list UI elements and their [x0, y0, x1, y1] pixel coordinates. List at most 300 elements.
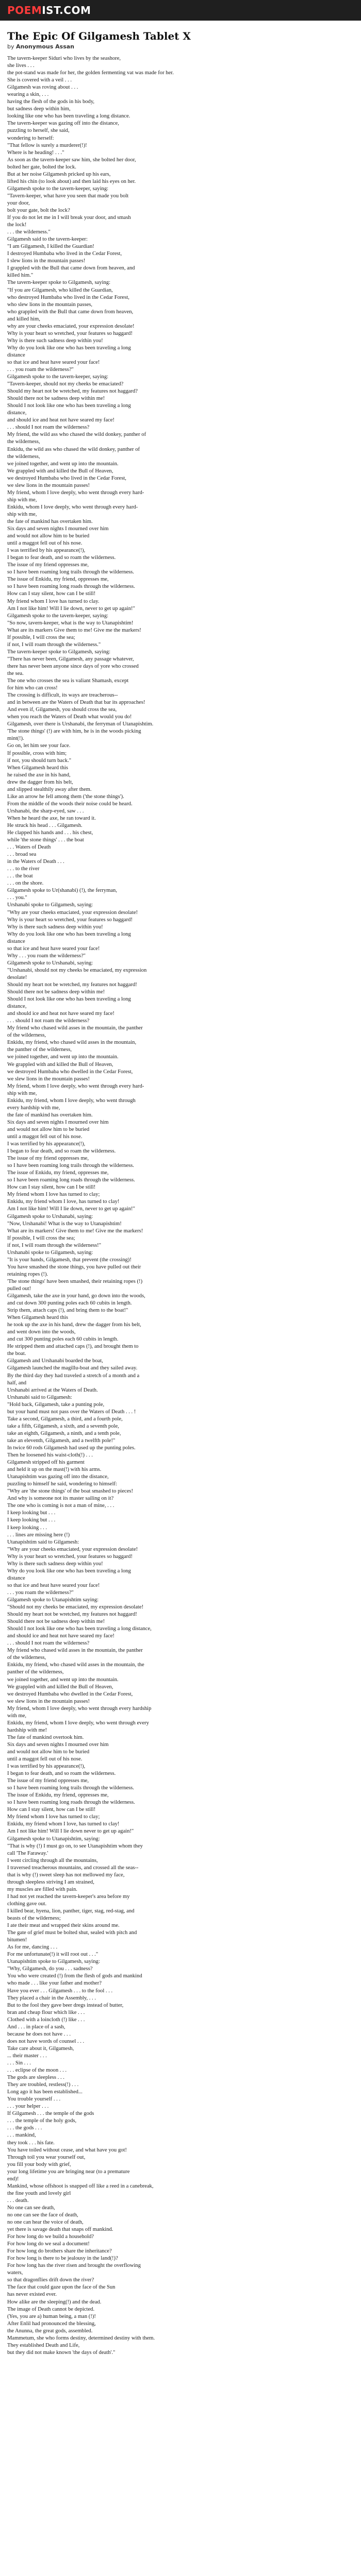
- poem-line: When he heard the axe, he ran toward it.: [7, 815, 96, 821]
- poem-line: Gilgamesh spoke to Ur(shanabi) (!), the ferryman,: [7, 888, 117, 894]
- poem-line: I destroyed Humbaba who lived in the Cedar Forest,: [7, 251, 122, 257]
- poem-line: How can I stay silent, how can I be still!: [7, 591, 96, 597]
- poem-line: He struck his head . . . Gilgamesh.: [7, 822, 83, 828]
- poem-line: no one can see the face of death,: [7, 2212, 78, 2218]
- poem-line: distance: [7, 938, 25, 944]
- poem-line: and should ice and heat not have seared my face!: [7, 417, 114, 423]
- poem-line: My friend whom I love has turned to clay.: [7, 598, 100, 604]
- poem-line: Should there not be sadness deep within me!: [7, 396, 105, 402]
- poem-line: that is why (!) sweet sleep has not mellowed my face,: [7, 1872, 125, 1878]
- poem-line: Enkidu, my friend, whom I love deeply, who went through every: [7, 1720, 149, 1726]
- poem-line: no one can hear the voice of death,: [7, 2219, 84, 2226]
- poem-line: distance,: [7, 410, 27, 416]
- poem-line: I slew lions in the mountain passes!: [7, 258, 86, 264]
- poem-line: . . . mankind,: [7, 2132, 36, 2139]
- poem-line: looking like one who has been traveling a long distance.: [7, 113, 130, 120]
- poem-line: Like an arrow he fell among them ('the stone things').: [7, 793, 124, 800]
- poem-line: if not, I will roam through the wilderness.": [7, 641, 101, 648]
- poem-line: I was terrified by his appearance(!),: [7, 548, 86, 554]
- poem-line: . . . the gods . . .: [7, 2125, 42, 2131]
- poem-line: Strip them, attach caps (!), and bring them to the boat!": [7, 1308, 128, 1314]
- poem-line: I keep looking but . . .: [7, 1510, 56, 1516]
- poem-line: The fate of mankind overtook him.: [7, 1734, 84, 1740]
- poem-line: who made . . . like your father and mother?: [7, 1980, 102, 1987]
- poem-line: Why do you look like one who has been traveling a long: [7, 1568, 131, 1574]
- poem-line: wearing a skin, . . .: [7, 92, 49, 98]
- poem-line: Take a second, Gilgamesh, a third, and a fourth pole,: [7, 1416, 123, 1422]
- poem-line: "Tavern-keeper, should not my cheeks be emaciated?: [7, 381, 124, 387]
- poem-line: we slew lions in the mountain passes!: [7, 1698, 90, 1704]
- poem-line: And even if, Gilgamesh, you should cross the sea,: [7, 707, 117, 713]
- poem-line: Go on, let him see your face.: [7, 743, 71, 749]
- poem-line: You who were created (!) from the flesh of gods and mankind: [7, 1973, 142, 1979]
- poem-line: if not, you should turn back.": [7, 757, 72, 764]
- poem-line: The one who crosses the sea is valiant Shamash, except: [7, 678, 129, 684]
- poem-line: . . . the boat: [7, 873, 33, 879]
- poem-line: After Enlil had pronounced the blessing,: [7, 2320, 96, 2327]
- poem-line: Gilgamesh, over there is Urshanabi, the ferryman of Utanapishtim.: [7, 721, 154, 727]
- poem-line: through sleepless striving I am strained,: [7, 1879, 94, 1885]
- poem-line: until a maggot fell out of his nose.: [7, 1133, 83, 1140]
- poem-line: he took up the axe in his hand, drew the dagger from his belt,: [7, 1322, 141, 1328]
- poem-line: and went down into the woods,: [7, 1329, 76, 1335]
- poem-line: He stripped them and attached caps (!), and brought them to: [7, 1344, 139, 1350]
- poem-line: The issue of my friend oppresses me,: [7, 562, 89, 568]
- poem-line: "That fellow is surely a murderer(!)!: [7, 142, 87, 148]
- poem-line: The tavern-keeper spoke to Gilgamesh, saying:: [7, 649, 111, 655]
- poem-line: we destroyed Humbaba who lived in the Cedar Forest,: [7, 475, 126, 481]
- poem-line: the wilderness,: [7, 439, 40, 445]
- poem-line: The image of Death cannot be depicted.: [7, 2306, 95, 2312]
- poem-line: my muscles are filled with pain.: [7, 1886, 77, 1892]
- poem-line: Gilgamesh spoke to the tavern-keeper, saying:: [7, 374, 109, 380]
- poem-line: the sea.: [7, 670, 24, 676]
- poem-line: The tavern-keeper Siduri who lives by the seashore,: [7, 56, 121, 61]
- poem-line: waters,: [7, 2270, 23, 2276]
- poem-byline: [7, 43, 354, 50]
- poem-line: hardship with me!: [7, 1727, 47, 1733]
- poem-line: Am I not like him! Will I lie down, never to get up again!": [7, 605, 135, 612]
- poem-line: wondering to herself:: [7, 135, 54, 141]
- poem-line: until a maggot fell out of his nose.: [7, 1756, 83, 1762]
- poem-line: ship with me,: [7, 511, 37, 517]
- poem-line: Then he loosened his waist-cloth(!) . . .: [7, 1452, 93, 1459]
- poem-line: He clapped his hands and . . . his chest,: [7, 830, 93, 836]
- poem-line: If possible, I will cross the sea;: [7, 1235, 75, 1241]
- poem-line: yet there is savage death that snaps off mankind.: [7, 2227, 113, 2233]
- poem-line: and cut down 300 punting poles each 60 cubits in length.: [7, 1300, 132, 1307]
- poem-line: 'The stone things' have been smashed, their retaining ropes (!): [7, 1278, 143, 1284]
- poem-line: What are its markers Give them to me! Give me the markers!: [7, 627, 141, 633]
- poem-line: because he does not have . . .: [7, 2031, 71, 2037]
- poem-line: distance: [7, 1575, 25, 1581]
- poem-line: The issue of my friend oppresses me,: [7, 1778, 89, 1784]
- poem-line: we slew lions in the mountain passes!: [7, 1076, 90, 1082]
- poem-line: They are troubled, restless(!) . . .: [7, 2082, 79, 2088]
- poem-line: My friend who chased wild asses in the mountain, the panther: [7, 1025, 143, 1031]
- poem-line: so I have been roaming long trails through the wilderness.: [7, 1163, 134, 1169]
- poem-line: For me unfortunate(!) it will root out . . .": [7, 1952, 99, 1958]
- poem-line: Clothed with a loincloth (!) like . . .: [7, 2016, 85, 2023]
- poem-line: "Should not my cheeks be emaciated, my expression desolate!: [7, 1604, 144, 1611]
- poem-line: Gilgamesh spoke to Utanapishtim saying:: [7, 1597, 99, 1603]
- poem-line: Gilgamesh stripped off his garment: [7, 1460, 85, 1466]
- poem-line: I was terrified by his appearance(!),: [7, 1764, 86, 1770]
- poem-line: The one who is coming is not a man of mine, . . .: [7, 1503, 114, 1509]
- poem-line: From the middle of the woods their noise could be heard.: [7, 801, 133, 807]
- poem-line: I keep looking but . . .: [7, 1517, 56, 1523]
- poem-line: Gilgamesh spoke to the tavern-keeper, saying:: [7, 613, 109, 619]
- logo-rest: IST.COM: [42, 4, 91, 16]
- poem-line: Mammetum, she who forms destiny, determined destiny with them.: [7, 2335, 155, 2341]
- poem-line: When Gilgamesh heard this: [7, 765, 68, 771]
- poem-line: Gilgamesh and Urshanabi boarded the boat,: [7, 1358, 103, 1364]
- poem-line: we destroyed Humbaba who dwelled in the Cedar Forest,: [7, 1069, 133, 1075]
- poem-line: pulled out!: [7, 1285, 31, 1292]
- poem-line: I began to fear death, and so roam the wilderness.: [7, 1148, 116, 1155]
- poem-line: take a fifth, Gilgamesh, a sixth, and a seventh pole,: [7, 1423, 119, 1429]
- poem-line: Utanapishtim said to Gilgamesh:: [7, 1539, 79, 1545]
- poem-line: mint(!).: [7, 736, 24, 742]
- poem-line: Enkidu, my friend, whom I love deeply, who went through: [7, 1097, 136, 1104]
- poem-line: The gate of grief must be bolted shut, sealed with pitch and: [7, 1930, 137, 1936]
- poem-line: We grappled with and killed the Bull of Heaven,: [7, 1061, 113, 1067]
- poem-line: Gilgamesh spoke to the tavern-keeper, saying:: [7, 185, 109, 192]
- poem-line: Long ago it has been established...: [7, 2089, 83, 2095]
- poem-line: but they did not make known 'the days of death'.": [7, 2349, 116, 2355]
- poem-line: so that ice and heat have seared your face!: [7, 1582, 100, 1588]
- poem-line: take an eleventh, Gilgamesh, and a twelfth pole!": [7, 1437, 116, 1444]
- poem-line: Urshanabi arrived at the Waters of Death.: [7, 1387, 98, 1393]
- poem-line: and should ice and heat not have seared my face!: [7, 1633, 114, 1639]
- poem-line: and would not allow him to be buried: [7, 1749, 90, 1755]
- poem-line: My friend who chased wild asses in the mountain, the panther: [7, 1648, 143, 1654]
- poem-line: We grappled with and killed the Bull of Heaven,: [7, 468, 113, 474]
- poem-line: In twice 60 rods Gilgamesh had used up the punting poles.: [7, 1445, 136, 1451]
- poem-line: The issue of Enkidu, my friend, oppresses me,: [7, 1170, 109, 1176]
- poem-line: the Anunna, the great gods, assembled.: [7, 2328, 93, 2334]
- poem-line: Six days and seven nights I mourned over him: [7, 1741, 109, 1748]
- poem-line: Gilgamesh was roving about . . .: [7, 84, 78, 91]
- poem-line: with me,: [7, 1713, 27, 1719]
- poem-line: "Now, Urshanabi! What is the way to Utanapishtim!: [7, 1221, 122, 1227]
- poem-line: We grappled with and killed the Bull of Heaven,: [7, 1684, 113, 1690]
- poem-line: I traversed treacherous mountains, and crossed all the seas--: [7, 1865, 139, 1871]
- poem-line: By the third day they had traveled a stretch of a month and a: [7, 1372, 140, 1379]
- poem-line: so that dragonflies drift down the river?: [7, 2277, 94, 2283]
- logo-accent: POEM: [7, 4, 42, 16]
- poem-line: so I have been roaming long roads through the wilderness.: [7, 584, 135, 590]
- poem-line: "Hold back, Gilgamesh, take a punting pole,: [7, 1401, 105, 1408]
- poem-line: and would not allow him to be buried: [7, 1126, 90, 1132]
- poem-line: and should ice and heat not have seared my face!: [7, 1011, 114, 1017]
- poem-line: As for me, dancing . . .: [7, 1944, 58, 1951]
- poem-line: But to the fool they gave beer dregs instead of butter,: [7, 2002, 124, 2008]
- poem-line: clothing gave out.: [7, 1901, 47, 1907]
- poem-line: Gilgamesh, take the axe in your hand, go down into the woods,: [7, 1293, 145, 1299]
- poem-line: call 'The Faraway.': [7, 1850, 48, 1856]
- poem-line: They established Death and Life,: [7, 2342, 80, 2348]
- poem-line: Why is your heart so wretched, your features so haggard!: [7, 917, 133, 923]
- poem-line: If you do not let me in I will break your door, and smash: [7, 215, 131, 221]
- poem-line: does not have words of counsel . . .: [7, 2038, 85, 2044]
- poem-line: the fine youth and lovely girl: [7, 2190, 71, 2196]
- poem-line: Why is there such sadness deep within you!: [7, 337, 103, 344]
- poem-line: while 'the stone things' . . . the boat: [7, 837, 84, 843]
- poem-line: My friend, the wild ass who chased the wild donkey, panther of: [7, 432, 146, 438]
- poem-line: I grappled with the Bull that came down from heaven, and: [7, 265, 135, 272]
- poem-line: Why is your heart so wretched, your features so haggard!: [7, 330, 133, 336]
- poem-line: Why . . . you roam the wilderness?": [7, 953, 86, 959]
- poem-line: The tavern-keeper was gazing off into the distance,: [7, 121, 119, 127]
- poem-line: Gilgamesh spoke to Utanapishtim, saying:: [7, 1836, 100, 1842]
- poem-line: of the wilderness,: [7, 1032, 46, 1039]
- poem-body: [7, 55, 354, 2357]
- poem-line: for him who can cross!: [7, 685, 58, 691]
- poem-line: Enkidu, my friend whom I love, has turned to clay!: [7, 1199, 120, 1205]
- byline-prefix: by: [7, 43, 14, 50]
- poem-line: if not, I will roam through the wilderness!": [7, 1242, 102, 1248]
- poem-line: the panther of the wilderness,: [7, 1047, 72, 1053]
- poem-line: the pot-stand was made for her, the golden fermenting vat was made for her.: [7, 70, 174, 76]
- poem-line: end)!: [7, 2176, 19, 2182]
- poem-line: I keep looking . . .: [7, 1524, 47, 1531]
- site-header: [0, 0, 361, 21]
- poem-line: If possible, I will cross the sea;: [7, 634, 75, 640]
- poem-line: Have you ever . . . Gilgamesh . . . to the fool . . .: [7, 1988, 113, 1994]
- poem-line: so I have been roaming long trails through the wilderness.: [7, 1785, 134, 1791]
- poem-line: You have toiled without cease, and what have you got!: [7, 2147, 127, 2153]
- poem-line: Six days and seven nights I mourned over him: [7, 1119, 109, 1125]
- poem-line: Why is your heart so wretched, your features so haggard!: [7, 1553, 133, 1560]
- poem-line: Enkidu, whom I love deeply, who went through every hard-: [7, 504, 138, 510]
- poem-line: . . . your helper . . .: [7, 2104, 49, 2110]
- poem-line: lifted his chin (to look about) and then laid his eyes on her.: [7, 178, 136, 184]
- poem-line: we joined together, and went up into the mountain.: [7, 461, 119, 467]
- poem-line: so I have been roaming long roads through the wilderness.: [7, 1800, 135, 1806]
- poem-line: The tavern-keeper spoke to Gilgamesh, saying:: [7, 280, 111, 286]
- poem-line: Am I not like him! Will I lie down never to get up again!": [7, 1828, 134, 1835]
- poem-line: . . . to the river: [7, 866, 40, 872]
- poem-line: bran and cheap flour which like . . .: [7, 2009, 85, 2015]
- poem-line: Gilgamesh spoke to Urshanabi, saying:: [7, 1213, 93, 1219]
- poem-line: (Yes, you are a) human being, a man (!)!: [7, 2313, 96, 2319]
- poem-line: Enkidu, my friend whom I love, has turned to clay!: [7, 1821, 120, 1827]
- poem-line: Gilgamesh spoke to Urshanabi, saying:: [7, 960, 93, 966]
- poem-line: so that ice and heat have seared your face!: [7, 945, 100, 952]
- poem-line: Mankind, whose offshoot is snapped off like a reed in a canebreak,: [7, 2183, 154, 2189]
- poem-line: the fate of mankind has overtaken him.: [7, 519, 93, 524]
- poem-line: and held it up on the mast(!) with his arms.: [7, 1467, 102, 1473]
- poem-line: For how long has the river risen and brought the overflowing: [7, 2263, 141, 2269]
- poem-line: . . . Sin . . .: [7, 2060, 31, 2066]
- poem-line: take an eighth, Gilgamesh, a ninth, and a tenth pole,: [7, 1430, 121, 1436]
- poem-line: puzzling to herself, she said,: [7, 128, 70, 134]
- poem-line: and cut 300 punting poles each 60 cubits in length.: [7, 1336, 119, 1343]
- poem-line: How can I stay silent, how can I be still!: [7, 1807, 96, 1813]
- poem-line: Am I not like him! Will I lie down, never to get up again!": [7, 1206, 135, 1212]
- poem-line: . . . you roam the wilderness?": [7, 367, 74, 373]
- poem-line: and killed him,: [7, 316, 40, 322]
- poem-line: Urshanabi said to Gilgamesh:: [7, 1394, 72, 1400]
- poem-line: and slipped stealthily away after them.: [7, 786, 92, 792]
- poem-line: How can I stay silent, how can I be still!: [7, 1184, 96, 1191]
- poem-line: "Why are your cheeks emaciated, your expression desolate!: [7, 1546, 138, 1552]
- poem-line: . . . you.": [7, 895, 27, 901]
- poem-line: . . . on the shore.: [7, 880, 44, 887]
- poem-title: The Epic Of Gilgamesh Tablet X: [7, 30, 191, 42]
- poem-line: "Why, Gilgamesh, do you . . . sadness?: [7, 1966, 93, 1972]
- poem-content: [0, 21, 361, 2576]
- poem-line: Take care about it, Gilgamesh,: [7, 2045, 74, 2052]
- poem-line: . . . should I not roam the wilderness?: [7, 1640, 90, 1647]
- poem-line: . . . should I not roam the wilderness?: [7, 1018, 90, 1024]
- poem-line: How alike are the sleeping(!) and the dead.: [7, 2299, 102, 2305]
- poem-line: . . . lines are missing here (!): [7, 1532, 70, 1538]
- poem-line: Urshanabi spoke to Gilgamesh, saying:: [7, 902, 93, 908]
- poem-line: Should I not look like one who has been traveling a long: [7, 996, 131, 1003]
- poem-line: so I have been roaming long roads through the wilderness.: [7, 1177, 135, 1183]
- poem-line: the boat.: [7, 1351, 26, 1357]
- poem-line: My friend, whom I love deeply, who went through every hardship: [7, 1705, 152, 1711]
- poem-line: killed him.": [7, 273, 34, 279]
- poem-line: And . . . in place of a sash,: [7, 2024, 65, 2030]
- poem-line: why are your cheeks emaciated, your expression desolate!: [7, 323, 135, 329]
- poem-line: Utanapishtim was gazing off into the distance,: [7, 1474, 109, 1480]
- poem-line: If possible, cross with him;: [7, 750, 67, 756]
- poem-line: "It is your hands, Gilgamesh, that prevent (the crossing)!: [7, 1257, 132, 1263]
- poem-line: . . . you roam the wilderness?": [7, 1589, 74, 1596]
- poem-line: For how long is there to be jealousy in the land(!)?: [7, 2256, 118, 2262]
- poem-line: Why is there such sadness deep within you!: [7, 1561, 103, 1567]
- poem-line: ship with me,: [7, 1090, 37, 1096]
- poem-line: "I am Gilgamesh, I killed the Guardian!: [7, 244, 94, 250]
- poem-line: there has never been anyone since days of yore who crossed: [7, 663, 139, 669]
- poem-line: I went circling through all the mountains,: [7, 1857, 98, 1863]
- poem-line: My friend, whom I love deeply, who went through every hard-: [7, 1083, 144, 1089]
- poem-line: having the flesh of the gods in his body,: [7, 99, 95, 105]
- poem-line: . . . death.: [7, 2197, 29, 2204]
- poem-line: I began to fear death, and so roam the wilderness.: [7, 555, 116, 561]
- poem-line: I began to fear death, and so roam the wilderness.: [7, 1771, 116, 1777]
- poem-line: Enkidu, my friend, who chased wild asses in the mountain,: [7, 1040, 137, 1046]
- poem-line: the lock!: [7, 222, 27, 228]
- poem-line: The crossing is difficult, its ways are treacherous--: [7, 692, 118, 699]
- poem-line: And why is someone not its master sailing on it?: [7, 1496, 114, 1502]
- poem-line: who grappled with the Bull that came down from heaven,: [7, 309, 134, 315]
- poem-line: "Why are 'the stone things' of the boat smashed to pieces!: [7, 1488, 134, 1495]
- poem-line: Should my heart not be wretched, my features not haggard!: [7, 1612, 137, 1618]
- poem-line: "That is why (!) I must go on, to see Utanapishtim whom they: [7, 1843, 143, 1849]
- poem-line: I ate their meat and wrapped their skins around me.: [7, 1923, 120, 1929]
- poem-line: and would not allow him to be buried: [7, 533, 90, 539]
- poem-line: What are its markers! Give them to me! Give me the markers!: [7, 1228, 143, 1234]
- poem-line: Why do you look like one who has been traveling a long: [7, 931, 131, 937]
- poem-line: They placed a chair in the Assembly, . . .: [7, 1995, 96, 2001]
- poem-line: "There has never been, Gilgamesh, any passage whatever,: [7, 656, 134, 662]
- poem-line: Should my heart not be wretched, my features not haggard?: [7, 388, 138, 395]
- poem-line: Urshanabi, the sharp-eyed, saw . . .: [7, 808, 84, 814]
- poem-line: has never existed ever.: [7, 2292, 57, 2298]
- poem-line: Why do you look like one who has been traveling a long: [7, 345, 131, 351]
- poem-line: 'The stone things' (!) are with him, he is in the woods picking: [7, 728, 141, 735]
- poem-line: When Gilgamesh heard this: [7, 1315, 68, 1321]
- poem-line: . . . should I not roam the wilderness?: [7, 425, 90, 431]
- poem-line: bolted her gate, bolted the lock.: [7, 164, 76, 170]
- poem-line: ship with me,: [7, 497, 37, 503]
- site-logo[interactable]: [7, 4, 91, 16]
- poem-line: Six days and seven nights I mourned over him: [7, 526, 109, 532]
- poem-line: the fate of mankind has overtaken him.: [7, 1112, 93, 1118]
- poem-line: . . . eclipse of the moon . . .: [7, 2067, 67, 2074]
- poem-line: drew the dagger from his belt,: [7, 779, 73, 785]
- poem-line: Enkidu, my friend, who chased wild asses in the mountain, the: [7, 1662, 144, 1668]
- poem-line: retaining ropes (!).: [7, 1271, 48, 1277]
- poem-line: the wilderness,: [7, 453, 40, 460]
- poem-line: who slew lions in the mountain passes,: [7, 301, 93, 308]
- poem-line: "Tavern-keeper, what have you seen that made you bolt: [7, 193, 129, 199]
- poem-line: . . . the temple of the holy gods,: [7, 2118, 77, 2124]
- poem-line: desolate!: [7, 974, 27, 980]
- poem-line: beasts of the wilderness;: [7, 1916, 61, 1922]
- poem-line: Should there not be sadness deep within me!: [7, 1619, 105, 1625]
- poem-line: The issue of Enkidu, my friend, oppresses me,: [7, 577, 109, 583]
- poem-line: bitumen!: [7, 1937, 27, 1943]
- poem-line: The issue of Enkidu, my friend, oppresses me,: [7, 1792, 109, 1799]
- poem-line: For how long do brothers share the inheritance?: [7, 2248, 112, 2255]
- poem-line: bolt your gate, bolt the lock?: [7, 207, 70, 213]
- poem-line: No one can see death,: [7, 2205, 55, 2211]
- poem-line: so that ice and heat have seared your face!: [7, 359, 100, 365]
- poem-line: distance,: [7, 1004, 27, 1010]
- poem-line: so I have been roaming long trails through the wilderness.: [7, 569, 134, 575]
- poem-line: he raised the axe in his hand,: [7, 772, 71, 778]
- poem-line: your long lifetime you are bringing near (to a premature: [7, 2168, 130, 2175]
- poem-line: For how long do we seal a document!: [7, 2241, 90, 2247]
- poem-line: "Urshanabi, should not my cheeks be emaciated, my expression: [7, 967, 147, 973]
- poem-line: we joined together, and went up into the mountain.: [7, 1676, 119, 1683]
- poem-line: For how long do we build a household?: [7, 2234, 94, 2240]
- poem-line: she lives . . .: [7, 63, 35, 69]
- poem-line: . . . the wilderness.": [7, 229, 51, 235]
- poem-line: Enkidu, the wild ass who chased the wild donkey, panther of: [7, 446, 140, 452]
- poem-line: Utanapishtim spoke to Gilgamesh, saying:: [7, 1959, 100, 1965]
- poem-line: Should my heart not be wretched, my features not haggard!: [7, 982, 137, 988]
- poem-line: you fill your body with grief,: [7, 2161, 71, 2167]
- poem-line: Urshanabi spoke to Gilgamesh, saying:: [7, 1249, 93, 1256]
- poem-line: your door,: [7, 200, 30, 206]
- poem-line: who destroyed Humbaba who lived in the Cedar Forest,: [7, 294, 129, 300]
- poem-line: Gilgamesh launched the magillu-boat and they sailed away.: [7, 1365, 138, 1371]
- poem-line: we destroyed Humbaba who dwelled in the Cedar Forest,: [7, 1691, 133, 1697]
- poem-line: until a maggot fell out of his nose.: [7, 540, 83, 547]
- poem-line: we joined together, and went up into the mountain.: [7, 1054, 119, 1060]
- poem-line: puzzling to himself he said, wondering to himself:: [7, 1481, 118, 1487]
- poem-line: in the Waters of Death . . .: [7, 859, 64, 865]
- poem-line: My friend whom I love has turned to clay;: [7, 1814, 100, 1820]
- poem-line: Should I not look like one who has been traveling a long distance,: [7, 1626, 152, 1632]
- author-link[interactable]: Anonymous Assan: [16, 43, 74, 50]
- poem-line: every hardship with me,: [7, 1105, 60, 1111]
- poem-line: panther of the wilderness,: [7, 1669, 64, 1675]
- poem-line: . . . Waters of Death: [7, 844, 51, 851]
- poem-line: "So now, tavern-keeper, what is the way to Utanapishtim!: [7, 620, 134, 626]
- poem-line: I was terrified by his appearance(!),: [7, 1141, 86, 1147]
- poem-line: "If you are Gilgamesh, who killed the Guardian,: [7, 287, 113, 293]
- poem-line: You have smashed the stone things, you have pulled out their: [7, 1264, 141, 1270]
- poem-line: The issue of my friend oppresses me,: [7, 1156, 89, 1162]
- poem-line: If Gilgamesh . . . the temple of the gods: [7, 2111, 94, 2117]
